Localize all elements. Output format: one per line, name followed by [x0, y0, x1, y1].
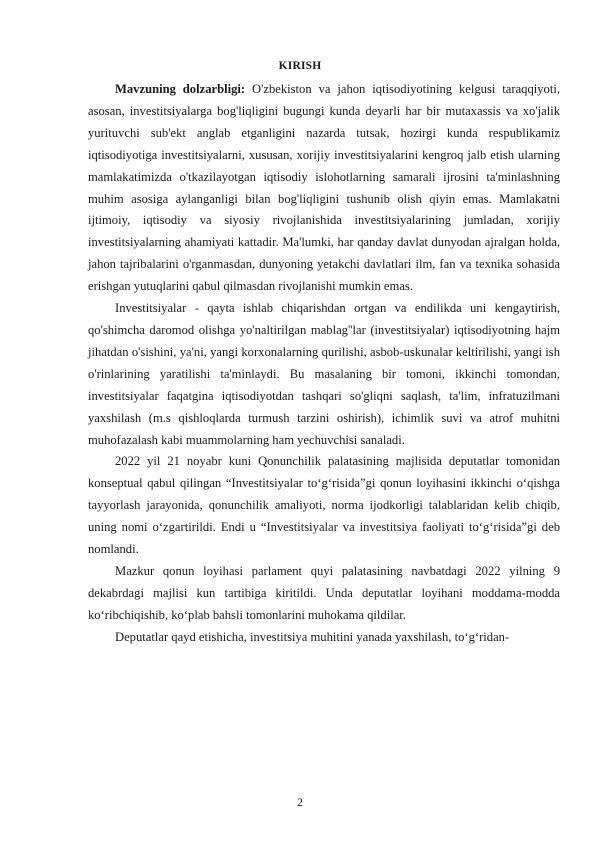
paragraph-1-text: O'zbekiston va jahon iqtisodiyotining kelgusi taraqqiyoti, asosan, investitsiyalarga bog'liqligini bugungi kunda deyarli har bir mutaxassis va xo'jalik yurituvchi sub'ekt anglab etganligini nazarda tutsak, hozirgi kunda respublikamiz iqtisodiyotiga investitsiyalarni, xususan, xorijiy investitsiyalarini kengroq jalb etish ularning mamlakatimizda o'tkazilayotgan iqtisodiy islohotlarning samarali ijrosini ta'minlashning muhim asosiga aylanganligi bilan bog'liqligini tushunib olish qiyin emas. Mamlakatni ijtimoiy, iqtisodiy va siyosiy rivojlanishida investitsiyalarining jumladan, xorijiy investitsiyalarning ahamiyati kattadir. Ma'lumki, har qanday davlat dunyodan ajralgan holda, jahon tajribalarini o'rganmasdan, dunyoning yetakchi davlatlari ilm, fan va texnika sohasida erishgan yutuqlarini qabul qilmasdan rivojlanishi mumkin emas. [88, 82, 560, 294]
paragraph-2: Investitsiyalar - qayta ishlab chiqarishdan ortgan va endilikda uni kengaytirish, qo'shimcha daromod olishga yo'naltirilgan mablag''lar (investitsiyalar) iqtisodiyotning hajm jihatdan o'sishini, ya'ni, yangi korxonalarning qurilishi, asbob-uskunalar keltirilishi, yangi ish o'rinlarining yaratilishi ta'minlaydi. Bu masalaning bir tomoni, ikkinchi tomondan, investitsiyalar faqatgina iqtisodiyotdan tashqari so'gliqni saqlash, ta'lim, infratuzilmani yaxshilash (m.s qishloqlarda turmush tarzini oshirish), ichimlik suvi va atrof muhitni muhofazalash kabi muammolarning ham yechuvchisi sanaladi. [88, 301, 560, 447]
paragraph-1 [88, 79, 560, 298]
page-number: 2 [297, 797, 303, 809]
paragraph-3: 2022 yil 21 noyabr kuni Qonunchilik palatasining majlisida deputatlar tomonidan konseptual qabul qilingan “Investitsiyalar to‘g‘risida”gi qonun loyihasini ikkinchi o‘qishga tayyorlash jarayonida, qonunchilik amaliyoti, norma ijodkorligi talablaridan kelib chiqib, uning nomi o‘zgartirildi. Endi u “Investitsiyalar va investitsiya faoliyati to‘g‘risida”gi deb nomlandi. [88, 454, 560, 557]
body-text [88, 79, 560, 649]
paragraph-5: Deputatlar qayd etishicha, investitsiya muhitini yanada yaxshilash, to‘g‘ridan- [115, 629, 510, 644]
paragraph-lead: Mavzuning dolzarbligi: [115, 82, 246, 96]
section-heading: KIRISH [278, 60, 322, 72]
paragraph-4: Mazkur qonun loyihasi parlament quyi palatasining navbatdagi 2022 yilning 9 dekabrdagi majlisi kun tartibiga kiritildi. Unda deputatlar loyihani moddama-modda ko‘ribchiqishib, ko‘plab bahsli tomonlarini muhokama qildilar. [88, 563, 560, 622]
